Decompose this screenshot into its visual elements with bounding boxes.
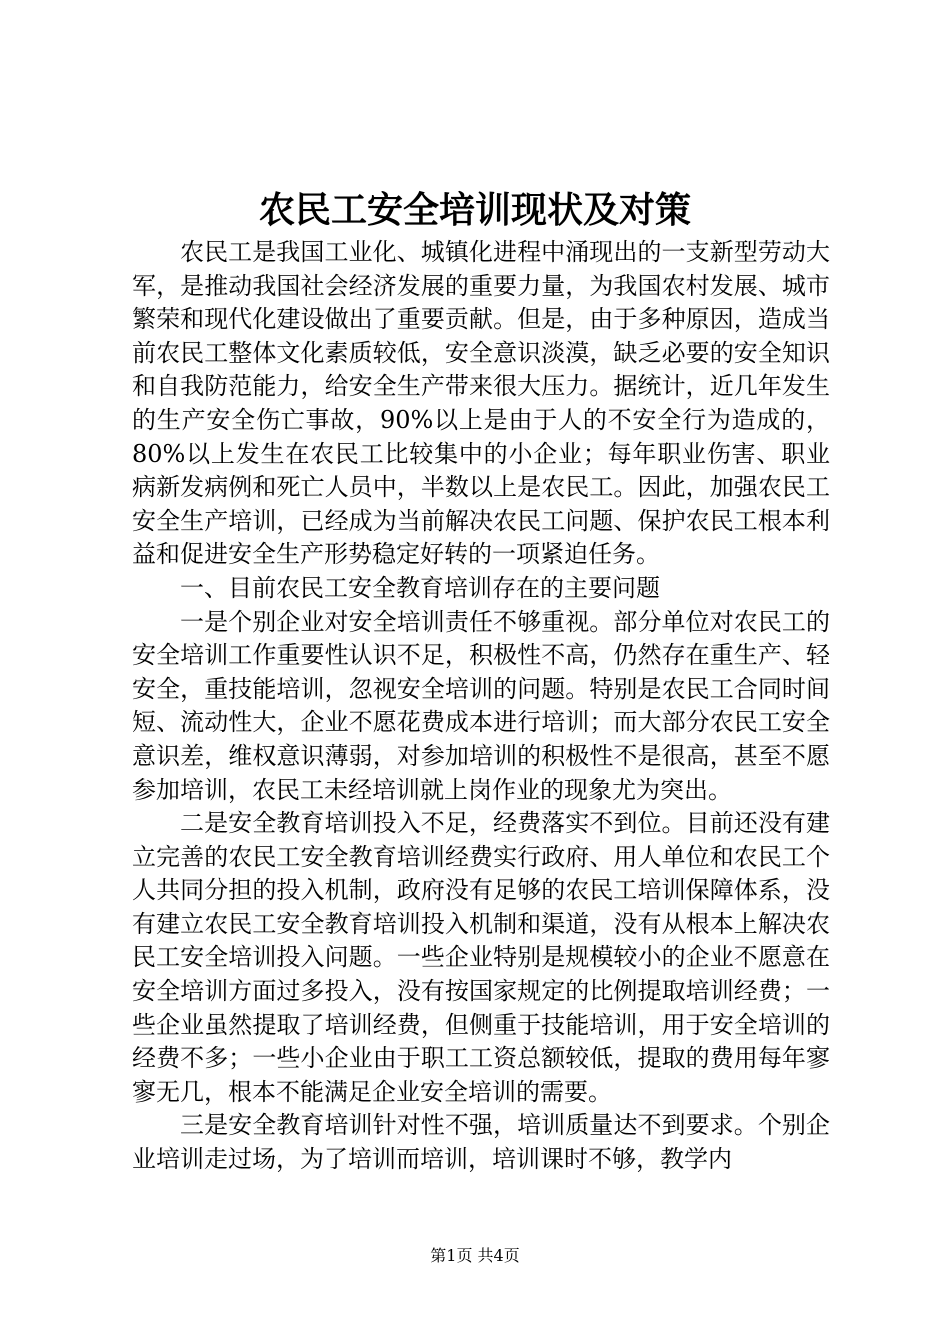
paragraph-intro: 农民工是我国工业化、城镇化进程中涌现出的一支新型劳动大军，是推动我国社会经济发展的重要力量，为我国农村发展、城市繁荣和现代化建设做出了重要贡献。但是，由于多种原因，造成当前农民工整体文化素质较低，安全意识淡漠，缺乏必要的安全知识和自我防范能力，给安全生产带来很大压力。据统计，近几年发生的生产安全伤亡事故，90%以上是由于人的不安全行为造成的，80%以上发生在农民工比较集中的小企业；每年职业伤害、职业病新发病例和死亡人员中，半数以上是农民工。因此，加强农民工安全生产培训，已经成为当前解决农民工问题、保护农民工根本利益和促进安全生产形势稳定好转的一项紧迫任务。 <box>132 238 830 569</box>
page-footer: 第1页 共4页 <box>430 1246 520 1265</box>
section-heading: 一、目前农民工安全教育培训存在的主要问题 <box>180 573 660 602</box>
paragraph-problem-1: 一是个别企业对安全培训责任不够重视。部分单位对农民工的安全培训工作重要性认识不足，积极性不高，仍然存在重生产、轻安全，重技能培训，忽视安全培训的问题。特别是农民工合同时间短、流动性大，企业不愿花费成本进行培训；而大部分农民工安全意识差，维权意识薄弱，对参加培训的积极性不是很高，甚至不愿参加培训，农民工未经培训就上岗作业的现象尤为突出。 <box>132 607 830 804</box>
document-body <box>132 236 830 1177</box>
document-title: 农民工安全培训现状及对策 <box>258 189 691 231</box>
paragraph-problem-3: 三是安全教育培训针对性不强，培训质量达不到要求。个别企业培训走过场，为了培训而培训，培训课时不够，教学内 <box>132 1111 830 1174</box>
paragraph-problem-2: 二是安全教育培训投入不足，经费落实不到位。目前还没有建立完善的农民工安全教育培训经费实行政府、用人单位和农民工个人共同分担的投入机制，政府没有足够的农民工培训保障体系，没有建立农民工安全教育培训投入机制和渠道，没有从根本上解决农民工安全培训投入问题。一些企业特别是规模较小的企业不愿意在安全培训方面过多投入，没有按国家规定的比例提取培训经费；一些企业虽然提取了培训经费，但侧重于技能培训，用于安全培训的经费不多；一些小企业由于职工工资总额较低，提取的费用每年寥寥无几，根本不能满足企业安全培训的需要。 <box>132 809 830 1106</box>
